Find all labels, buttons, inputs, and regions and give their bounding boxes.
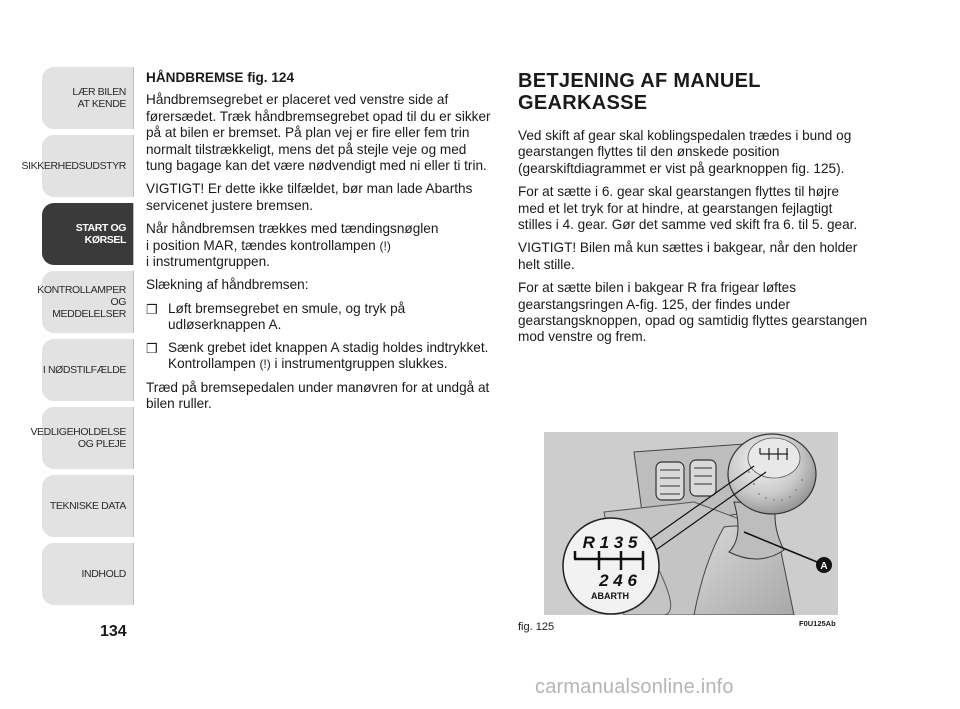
tab-i-nodstilfaelde[interactable]	[42, 339, 134, 401]
tab-label: TEKNISKE DATA	[49, 500, 126, 512]
figure-code: F0U125Ab	[799, 619, 836, 628]
list-item	[146, 301, 496, 334]
paragraph: Træd på bremsepedalen under manøvren for at undgå at bilen ruller.	[146, 379, 490, 411]
text: i instrumentgruppen.	[146, 254, 270, 270]
tab-label: VEDLIGEHOLDELSE OG PLEJE	[30, 426, 126, 450]
tab-label: SIKKERHEDSUDSTYR	[21, 160, 126, 172]
text: Sænk grebet idet knappen A stadig holdes indtrykket. Kontrollampen	[168, 339, 489, 372]
paragraph: Håndbremsegrebet er placeret ved venstre side af førersædet. Træk håndbremsegrebet opad til du er sikker på at bilen er bremset. På plan vej er fire eller fem trin normalt tilstrækkeligt, mens det på stejle veje og med tung bagage kan det være nødvendigt med ni eller ti trin.	[146, 92, 491, 174]
paragraph: VIGTIGT! Er dette ikke tilfældet, bør man lade Abarths servicenet justere bremsen.	[146, 181, 473, 213]
tab-laer-bilen[interactable]	[42, 67, 134, 129]
paragraph: For at sætte i 6. gear skal gearstangen flyttes til højre med et let tryk for at hindre, at gearstangen fejlagtigt stilles i 4. gear. Gør det samme ved skift fra 6. til 5. gear.	[518, 184, 858, 233]
text: i position MAR, tændes kontrollampen	[146, 237, 376, 253]
paragraph: Slækning af håndbremsen:	[146, 277, 309, 293]
tab-kontrollamper[interactable]	[37, 271, 134, 333]
page-title: BETJENING AF MANUEL GEARKASSE	[518, 70, 761, 114]
gear-pattern-bottom: 2 4 6	[599, 571, 637, 590]
tab-tekniske-data[interactable]	[42, 475, 134, 537]
gear-knob-illustration	[544, 432, 838, 615]
left-column	[146, 70, 496, 419]
list-item	[146, 340, 496, 373]
tab-vedligeholdelse[interactable]	[30, 407, 134, 469]
section-heading-handbremse: HÅNDBREMSE fig. 124	[146, 70, 295, 85]
right-column	[518, 70, 868, 353]
checkbox-bullet-icon: ❒	[146, 301, 158, 317]
tab-label: START OG KØRSEL	[75, 222, 126, 246]
tab-label: INDHOLD	[81, 568, 126, 580]
tab-label: KONTROLLAMPER OG MEDDELELSER	[37, 284, 126, 320]
text: i instrumentgruppen slukkes.	[274, 356, 448, 372]
brake-warning-lamp-icon: (!)	[259, 357, 271, 372]
paragraph	[146, 221, 496, 270]
tab-start-og-korsel[interactable]	[42, 203, 134, 265]
checkbox-bullet-icon: ❒	[146, 340, 158, 356]
tab-label: LÆR BILEN AT KENDE	[72, 86, 126, 110]
gear-pattern-top: R 1 3 5	[582, 533, 638, 552]
page-number: 134	[100, 623, 127, 640]
tab-label: I NØDSTILFÆLDE	[42, 364, 126, 376]
tab-indhold[interactable]	[42, 543, 134, 605]
text: Løft bremsegrebet en smule, og tryk på udløserknappen A.	[168, 300, 406, 333]
brand-label: ABARTH	[591, 591, 629, 601]
figure-caption: fig. 125	[518, 621, 555, 633]
text: Når håndbremsen trækkes med tændingsnøglen	[146, 221, 439, 237]
paragraph: For at sætte bilen i bakgear R fra frigear løftes gearstangsringen A-fig. 125, der findes under gearstangsknoppen, opad og samtidig flyttes gearstangen mod venstre og frem.	[518, 280, 868, 345]
paragraph: VIGTIGT! Bilen må kun sættes i bakgear, når den holder helt stille.	[518, 240, 858, 272]
gear-knob-drawing	[544, 432, 838, 615]
brake-warning-lamp-icon: (!)	[379, 238, 391, 253]
callout-a: A	[820, 561, 828, 572]
chapter-sidebar	[21, 67, 134, 611]
watermark: carmanualsonline.info	[535, 676, 734, 698]
tab-sikkerhedsudstyr[interactable]	[21, 135, 134, 197]
bullet-list	[146, 301, 496, 373]
paragraph: Ved skift af gear skal koblingspedalen trædes i bund og gearstangen flyttes til den ønskede position (gearskiftdiagrammet er vist på gearknoppen fig. 125).	[518, 128, 852, 176]
